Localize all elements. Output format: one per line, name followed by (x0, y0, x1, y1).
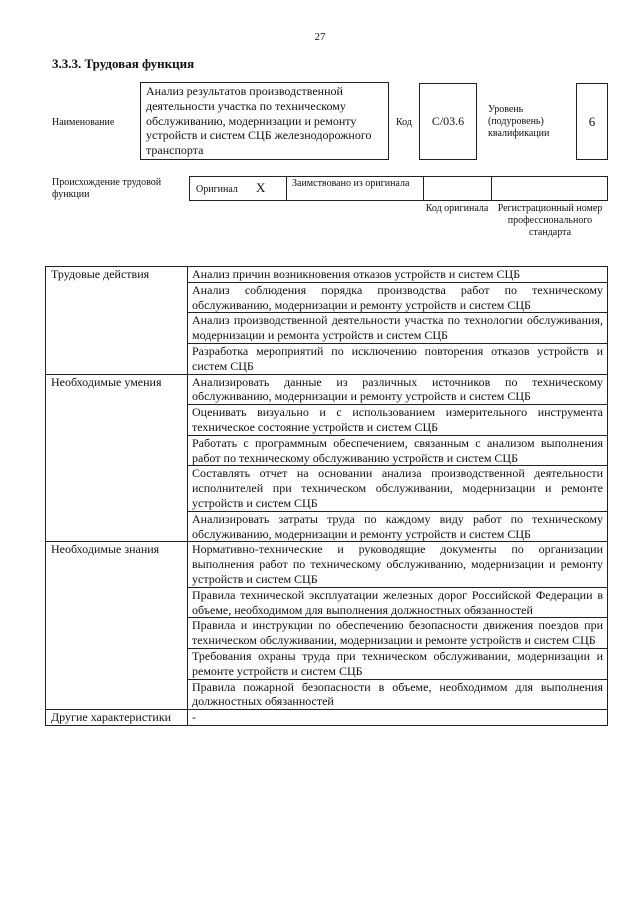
origin-label: Происхождение трудовой функции (52, 177, 162, 200)
table-cell: Анализ производственной деятельности участка по технологии обслуживания, модернизации и ремонта устройств и систем СЦБ (188, 313, 608, 344)
original-mark: X (256, 180, 266, 195)
table-cell: - (188, 710, 608, 726)
table-row (46, 267, 608, 283)
page-number: 27 (314, 31, 326, 43)
table-row (46, 542, 608, 587)
table-cell: Правила технической эксплуатации железных дорог Российской Федерации в объеме, необходимом для выполнения должностных обязанностей (188, 587, 608, 618)
table-cell: Анализировать данные из различных источников по техническому обслуживанию, модернизации и ремонту устройств и систем СЦБ (188, 374, 608, 405)
section-title: 3.3.3. Трудовая функция (52, 56, 195, 71)
table-row (46, 374, 608, 405)
table-cell: Нормативно-технические и руководящие документы по организации выполнения работ по техническому обслуживанию, модернизации и ремонту устройств и систем СЦБ (188, 542, 608, 587)
table-cell: Разработка мероприятий по исключению повторения отказов устройств и систем СЦБ (188, 343, 608, 374)
code-label: Код (396, 117, 412, 128)
table-cell: Анализ причин возникновения отказов устройств и систем СЦБ (188, 267, 608, 283)
table-cell: Составлять отчет на основании анализа производственной деятельности исполнителей при техническом обслуживании, модернизации и ремонте устройств и систем СЦБ (188, 466, 608, 511)
row-head-other: Другие характеристики (46, 710, 188, 726)
code-original-caption: Код оригинала (425, 203, 489, 214)
table-cell: Анализировать затраты труда по каждому виду работ по техническому обслуживанию, модернизации и ремонту устройств и систем СЦБ (188, 511, 608, 542)
table-cell: Анализ соблюдения порядка производства работ по техническому обслуживанию, модернизации и ремонту устройств и систем СЦБ (188, 282, 608, 313)
table-cell: Правила и инструкции по обеспечению безопасности движения поездов при техническом обслуживании, модернизации и ремонте устройств и систем СЦБ (188, 618, 608, 649)
function-name-box: Анализ результатов производственной деятельности участка по техническому обслуживанию, модернизации и ремонту устройств и систем СЦБ железнодорожного транспорта (140, 82, 389, 160)
level-value-box: 6 (576, 83, 608, 160)
table-cell: Требования охраны труда при техническом обслуживании, модернизации и ремонте устройств и систем СЦБ (188, 648, 608, 679)
name-label: Наименование (52, 117, 115, 128)
code-value-box: С/03.6 (419, 83, 477, 160)
table-cell: Работать с программным обеспечением, связанным с анализом выполнения работ по техническому обслуживанию устройств и систем СЦБ (188, 435, 608, 466)
origin-cell-code (424, 177, 492, 200)
reg-number-caption: Регистрационный номер профессионального стандарта (497, 203, 603, 238)
table-cell: Оценивать визуально и с использованием измерительного инструмента техническое состояние устройств и систем СЦБ (188, 405, 608, 436)
table-row (46, 710, 608, 726)
row-head-skills: Необходимые умения (46, 374, 188, 542)
borrowed-label: Заимствовано из оригинала (292, 178, 410, 189)
labor-function-table (45, 266, 608, 726)
original-label: Оригинал (196, 184, 238, 195)
table-cell: Правила пожарной безопасности в объеме, необходимом для выполнения должностных обязанностей (188, 679, 608, 710)
row-head-actions: Трудовые действия (46, 267, 188, 375)
level-label: Уровень (подуровень) квалификации (488, 104, 550, 139)
row-head-knowledge: Необходимые знания (46, 542, 188, 710)
